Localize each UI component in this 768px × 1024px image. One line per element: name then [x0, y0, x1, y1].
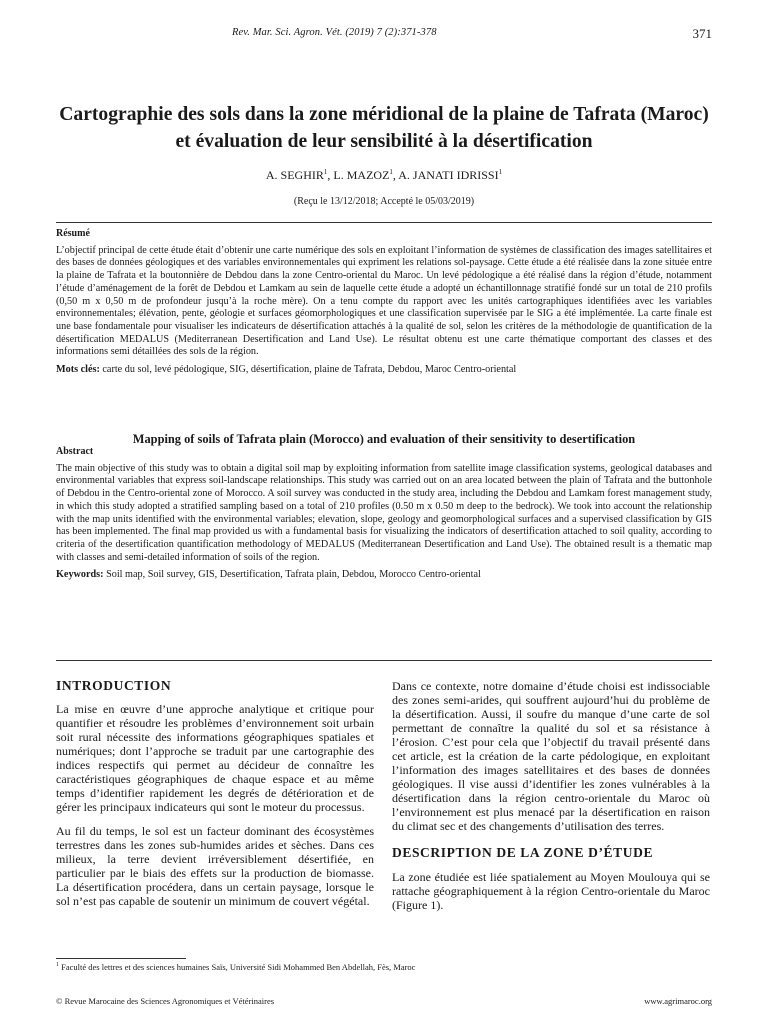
mots-cles: [56, 364, 712, 377]
author-affiliation-marker: 1: [323, 168, 328, 176]
introduction-heading: INTRODUCTION: [56, 678, 172, 693]
mots-cles-values: carte du sol, levé pédologique, SIG, désertification, plaine de Tafrata, Debdou, Maroc Centro-oriental: [102, 364, 517, 376]
keywords: [56, 569, 712, 582]
footer-copyright: © Revue Marocaine des Sciences Agronomiques et Vétérinaires: [56, 996, 275, 1006]
right-column: [392, 679, 710, 912]
author-affiliation-marker: 1: [389, 168, 393, 176]
received-accepted-dates: (Reçu le 13/12/2018; Accepté le 05/03/2019): [293, 196, 475, 207]
running-header: [0, 27, 768, 43]
study-area-paragraph: La zone étudiée est liée spatialement au Moyen Moulouya qui se rattache géographiquement à la région Centro-orientale du Maroc (Figure 1).: [392, 870, 710, 912]
resume-section: [56, 228, 712, 377]
study-area-heading: DESCRIPTION DE LA ZONE D’ÉTUDE: [392, 845, 654, 860]
introduction-paragraph: Au fil du temps, le sol est un facteur dominant des écosystèmes terrestres dans les zones sub-humides arides et sèches. Dans ces milieux, la terre devient irréversiblement désertifiée, en particulier par le biais des effets sur la production de biomasse. La désertification procédera, dans un certain paysage, lorsque le sol n’est pas capable de soutenir un minimum de couvert végétal.: [56, 824, 374, 908]
affiliation-footnote: $^1$ Faculté des lettres et des sciences humaines Saïs, Université Sidi Mohammed Ben Abdellah, Fès, Maroc: [56, 962, 416, 972]
divider: [56, 660, 712, 661]
author-name: L. MAZOZ: [333, 168, 390, 182]
resume-heading: Résumé: [56, 228, 90, 239]
author-affiliation-marker: 1: [498, 168, 503, 176]
article-title: Cartographie des sols dans la zone méridional de la plaine de Tafrata (Maroc) et évaluation de leur sensibilité à la désertification: [59, 104, 709, 152]
keywords-label: Keywords:: [56, 569, 104, 581]
footnote-divider: [56, 958, 186, 959]
abstract-heading: Abstract: [56, 446, 94, 457]
author-name: A. SEGHIR: [265, 168, 324, 182]
english-title: Mapping of soils of Tafrata plain (Morocco) and evaluation of their sensitivity to desertification: [132, 432, 636, 446]
page-number: 371: [692, 26, 712, 41]
footer-website[interactable]: www.agrimaroc.org: [644, 996, 712, 1006]
author-name: A. JANATI IDRISSI: [398, 168, 499, 182]
journal-citation: Rev. Mar. Sci. Agron. Vét. (2019) 7 (2):371-378: [232, 27, 437, 38]
abstract-section: [56, 446, 712, 582]
left-column: [56, 679, 374, 908]
mots-cles-label: Mots clés:: [56, 364, 100, 376]
author-list: A. SEGHIR$^1$, L. MAZOZ$^1$, A. JANATI IDRISSI$^1$: [265, 168, 503, 182]
context-paragraph: Dans ce contexte, notre domaine d’étude choisi est indissociable des zones semi-arides, qui souffrent aujourd’hui du problème de la désertification. Aussi, il soufre du manque d’une carte de sol permettant de connaître la qualité du sol et sa résistance à l’érosion. C’est pour cela que l’objectif du travail présenté dans cet article, est la création de la carte pédologique, en exploitant l’information des images satellitaires et des bases de données géologiques. Il vise aussi d’identifier les zones vulnérables à la désertification dans la région centro-orientale du Maroc où l’environnement est plus menacé par la désertification en raison du climat sec et des changements d’utilisation des terres.: [392, 679, 710, 833]
resume-text: L’objectif principal de cette étude était d’obtenir une carte numérique des sols en exploitant l’information de systèmes de classification des images satellitaires et des bases de données géologiques et des variables environnementales qui expriment les relations sol-paysage. Cette étude a été réalisée dans la zone située entre la plaine de Tafrata et la boutonnière de Debdou dans la zone Centro-oriental du Maroc. Un levé pédologique a été réalisé dans la région d’étude, notamment l’étude d’aménagement de la forêt de Debdou et Lamkam au sein de laquelle cette étude a adopté un échantillonnage stratifié fondé sur un total de 210 profils (0,50 m x 0,50 m de profondeur jusqu’à la roche mère). On a tenu compte du rapport avec les unités cartographiques identifiées avec les variables environnementales; élévation, pente, géologie et surfaces géomorphologiques et une classification supervisée par le SIG a été implémentée. La carte finale est une base fondamentale pour visualiser les indicateurs de désertification attachés à la qualité de sol, selon les critères de la méthodologie de quantification de la désertification MEDALUS (Mediterranean Desertification and Land Use). Le résultat obtenu est une carte thématique comportant des classes et des informations semi détaillées des sols de la région.: [56, 244, 712, 358]
introduction-paragraph: La mise en œuvre d’une approche analytique et critique pour quantifier et résoudre les problèmes d’environnement soit urbain soit rural nécessite des informations géographiques spatiales et numériques; dont l’approche se traduit par une cartographie des indices respectifs qui permet au décideur de connaître les caractéristiques géographiques de chaque espace et au même temps d’identifier rapidement les degrés de détérioration et de gérer les principaux indicateurs qui sont le moteur du processus.: [56, 702, 374, 814]
copyright-icon: ©: [56, 996, 63, 1006]
keywords-values: Soil map, Soil survey, GIS, Desertification, Tafrata plain, Debdou, Morocco Centro-oriental: [106, 569, 481, 581]
abstract-text: The main objective of this study was to obtain a digital soil map by exploiting information from satellite image classification systems, geological databases and environmental variables that express soil-landscape relationships. This study was carried out on an area located between the plain of Tafrata and the buttonhole of Debdou in the Centro-oriental zone of Morocco. A soil survey was conducted in the study area, including the Debdou and Lamkam forest management study, in which this study adopted a stratified sampling based on a total of 210 profiles (0.50 m x 0.50 m deep to the bedrock). We took into account the relationship with the map units identified with the environmental variables; elevation, slope, geology and geomorphological surfaces and a supervised classification by GIS has been implemented. The final map provided us with a fundamental basis for visualizing the indicators of desertification attached to soil quality, according to criteria of the desertification quantification methodology of MEDALUS (Mediterranean Desertification and Land Use). The obtained result is a thematic map with classes and semi-detailed information of soils of the region.: [56, 462, 712, 563]
divider: [56, 222, 712, 223]
